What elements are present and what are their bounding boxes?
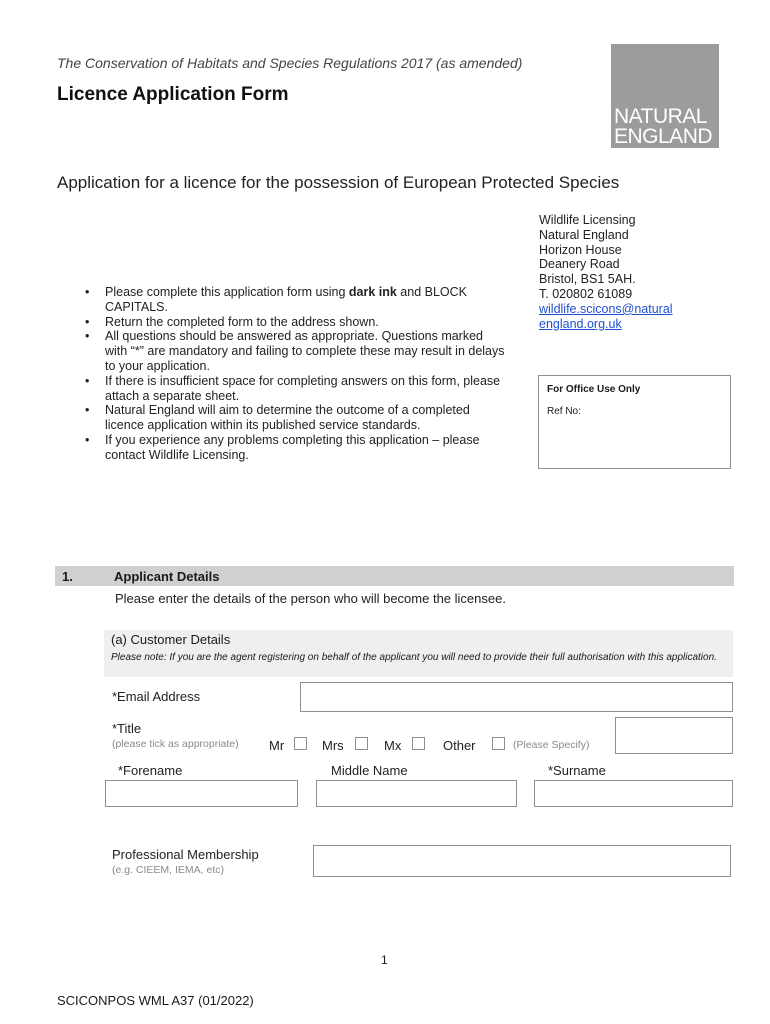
address-line: Wildlife Licensing xyxy=(539,213,636,227)
customer-details-panel xyxy=(104,630,733,677)
surname-label: *Surname xyxy=(548,763,606,778)
customer-details-heading: (a) Customer Details xyxy=(111,632,231,647)
regulations-heading: The Conservation of Habitats and Species Regulations 2017 (as amended) xyxy=(57,55,523,71)
instruction-item: • If you experience any problems completing this application – please contact Wildlife Licensing. xyxy=(85,433,505,463)
instruction-item: • Natural England will aim to determine the outcome of a completed licence application within its published service standards. xyxy=(85,403,505,433)
ref-no-label: Ref No: xyxy=(547,406,581,417)
middle-name-label: Middle Name xyxy=(331,763,408,778)
email-field[interactable] xyxy=(300,682,733,712)
instruction-item: • If there is insufficient space for completing answers on this form, please attach a separate sheet. xyxy=(85,374,505,404)
title-other-checkbox[interactable] xyxy=(492,737,505,750)
instruction-item: • All questions should be answered as appropriate. Questions marked with “*” are mandatory and failing to complete these may result in delays to your application. xyxy=(85,329,505,373)
instructions-list xyxy=(85,285,505,463)
office-use-title: For Office Use Only xyxy=(547,384,641,395)
form-code: SCICONPOS WML A37 (01/2022) xyxy=(57,993,254,1008)
office-use-box xyxy=(538,375,731,469)
title-option-mr-label: Mr xyxy=(269,738,285,753)
form-title: Licence Application Form xyxy=(57,84,289,105)
form-subtitle: Application for a licence for the possession of European Protected Species xyxy=(57,173,620,192)
instruction-item: • Return the completed form to the address shown. xyxy=(85,315,505,330)
email-label: *Email Address xyxy=(112,689,201,704)
professional-membership-hint: (e.g. CIEEM, IEMA, etc) xyxy=(112,864,225,876)
email-link[interactable] xyxy=(539,302,673,331)
instruction-item xyxy=(85,285,505,315)
phone-number: T. 020802 61089 xyxy=(539,286,633,301)
natural-england-logo xyxy=(611,44,719,148)
professional-membership-field[interactable] xyxy=(313,845,731,877)
title-option-other-label: Other xyxy=(443,738,476,753)
page-number: 1 xyxy=(381,953,388,967)
title-label: *Title xyxy=(112,721,142,736)
title-mx-checkbox[interactable] xyxy=(412,737,425,750)
title-mrs-checkbox[interactable] xyxy=(355,737,368,750)
forename-field[interactable] xyxy=(105,780,298,807)
title-other-specify-field[interactable] xyxy=(615,717,733,754)
section-title: Applicant Details xyxy=(114,569,220,584)
instruction-emphasis: dark ink xyxy=(348,285,397,299)
logo-line-2: ENGLAND xyxy=(614,125,713,148)
professional-membership-label: Professional Membership xyxy=(112,847,259,862)
logo-line-1: NATURAL xyxy=(614,105,707,128)
title-option-mx-label: Mx xyxy=(384,738,402,753)
title-mr-checkbox[interactable] xyxy=(294,737,307,750)
instruction-text: Please complete this application form using xyxy=(105,285,349,299)
address-line: Bristol, BS1 5AH. xyxy=(539,272,636,287)
forename-label: *Forename xyxy=(118,763,183,778)
instruction-text: and BLOCK CAPITALS. xyxy=(105,285,468,314)
middle-name-field[interactable] xyxy=(316,780,517,807)
address-line: Natural England xyxy=(539,227,629,242)
section-number: 1. xyxy=(62,569,73,584)
title-hint: (please tick as appropriate) xyxy=(112,738,239,750)
address-line: Horizon House xyxy=(539,242,622,257)
title-option-mrs-label: Mrs xyxy=(322,738,344,753)
address-line: Deanery Road xyxy=(539,257,620,272)
email-link-part-2: england.org.uk xyxy=(539,316,622,331)
section-intro: Please enter the details of the person who will become the licensee. xyxy=(115,591,506,606)
please-specify-hint: (Please Specify) xyxy=(513,739,590,751)
surname-field[interactable] xyxy=(534,780,733,807)
email-link-part-1: wildlife.scicons@natural xyxy=(539,301,673,316)
address-block xyxy=(539,213,673,331)
agent-note: Please note: If you are the agent registering on behalf of the applicant you will need to provide their full authorisation with this application. xyxy=(111,652,717,663)
section-1-header xyxy=(55,566,734,586)
